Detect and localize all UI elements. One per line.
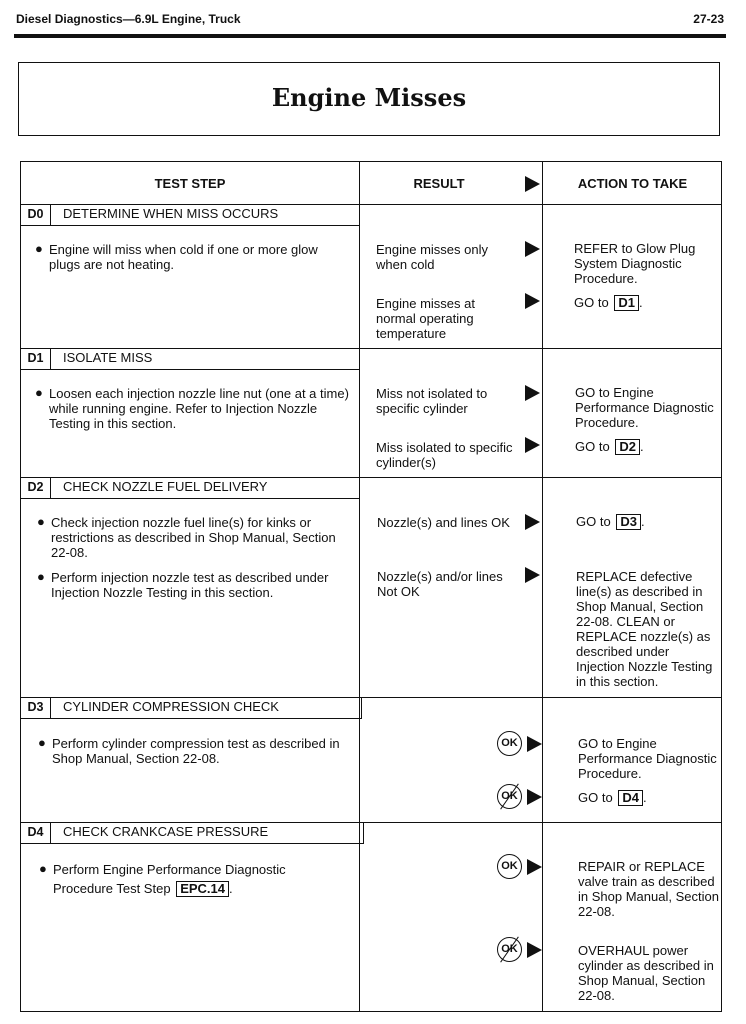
step-title: DETERMINE WHEN MISS OCCURS	[63, 206, 279, 221]
step-code: D0	[21, 204, 51, 225]
result-text: Miss isolated to specific cylinder(s)	[376, 440, 513, 470]
step-code: D1	[21, 348, 51, 369]
step-instruction: ● Perform injection nozzle test as described under Injection Nozzle Testing in this section.	[37, 569, 329, 600]
action-text: GO to D3 .	[576, 514, 645, 529]
column-header-action: ACTION TO TAKE	[577, 176, 688, 191]
step-instruction: ● Loosen each injection nozzle line nut (one at a time) while running engine. Refer to Injection Nozzle Testing in this section.	[35, 385, 349, 431]
ok-icon: OK	[497, 731, 522, 756]
step-reference: D2	[615, 439, 640, 455]
arrow-icon	[527, 789, 542, 805]
step-header-d3	[21, 697, 362, 719]
arrow-icon	[525, 514, 540, 530]
result-text: Nozzle(s) and lines OK	[377, 515, 510, 530]
action-text: GO to Engine Performance Diagnostic Procedure.	[578, 736, 717, 781]
step-reference: EPC.14	[176, 881, 229, 897]
not-ok-icon: OK	[497, 784, 522, 809]
step-reference: D1	[614, 295, 639, 311]
action-text: REPAIR or REPLACE valve train as described in Shop Manual, Section 22-08.	[578, 859, 719, 919]
bullet-icon: ●	[37, 569, 45, 584]
action-text: GO to D2 .	[575, 439, 644, 454]
arrow-icon	[525, 437, 540, 453]
step-code: D2	[21, 477, 51, 498]
step-instruction: ● Engine will miss when cold if one or more glow plugs are not heating.	[35, 241, 318, 272]
step-instruction: ● Perform cylinder compression test as described in Shop Manual, Section 22-08.	[38, 735, 340, 766]
arrow-icon	[525, 176, 540, 192]
action-text: GO to D4 .	[578, 790, 647, 805]
bullet-icon: ●	[39, 861, 47, 876]
bullet-icon: ●	[38, 735, 46, 750]
ok-icon: OK	[497, 854, 522, 879]
column-divider-result	[359, 162, 360, 1011]
arrow-icon	[525, 567, 540, 583]
step-reference: D3	[616, 514, 641, 530]
page-title: Engine Misses	[271, 83, 467, 112]
step-instruction: ● Perform Engine Performance Diagnostic Procedure Test Step EPC.14 .	[39, 861, 286, 896]
action-text: OVERHAUL power cylinder as described in Shop Manual, Section 22-08.	[578, 943, 714, 1003]
arrow-icon	[525, 293, 540, 309]
action-text: GO to D1 .	[574, 295, 643, 310]
step-header-d4	[21, 822, 364, 844]
column-divider-action	[542, 162, 543, 1011]
step-title: ISOLATE MISS	[63, 350, 153, 365]
arrow-icon	[527, 942, 542, 958]
bullet-icon: ●	[35, 241, 43, 256]
column-header-test-step: TEST STEP	[154, 176, 226, 191]
action-text: GO to Engine Performance Diagnostic Procedure.	[575, 385, 714, 430]
step-header-d2	[21, 477, 360, 499]
header-page-number: 27-23	[693, 12, 724, 26]
arrow-icon	[527, 859, 542, 875]
action-text: REFER to Glow Plug System Diagnostic Procedure.	[574, 241, 696, 286]
bullet-icon: ●	[35, 385, 43, 400]
step-instruction: ● Check injection nozzle fuel line(s) for kinks or restrictions as described in Shop Manual, Section 22-08.	[37, 514, 336, 560]
bullet-icon: ●	[37, 514, 45, 529]
not-ok-icon: OK	[497, 937, 522, 962]
header-section-title: Diesel Diagnostics—6.9L Engine, Truck	[16, 12, 241, 26]
title-box	[18, 62, 720, 136]
column-header-result: RESULT	[413, 176, 465, 191]
result-text: Engine misses at normal operating temperature	[376, 296, 475, 341]
result-text: Engine misses only when cold	[376, 242, 488, 272]
arrow-icon	[525, 385, 540, 401]
result-text: Nozzle(s) and/or lines Not OK	[377, 569, 503, 599]
result-text: Miss not isolated to specific cylinder	[376, 386, 488, 416]
arrow-icon	[525, 241, 540, 257]
step-code: D3	[21, 697, 51, 718]
page-header	[14, 10, 726, 38]
diagnostic-table	[20, 161, 722, 1012]
arrow-icon	[527, 736, 542, 752]
step-header-d1	[21, 348, 360, 370]
step-title: CHECK CRANKCASE PRESSURE	[63, 824, 269, 839]
step-title: CYLINDER COMPRESSION CHECK	[63, 699, 279, 714]
action-text: REPLACE defective line(s) as described in Shop Manual, Section 22-08. CLEAN or REPLACE nozzle(s) as described under Injection Nozzle Testing in this section.	[576, 569, 713, 689]
step-code: D4	[21, 822, 51, 843]
step-reference: D4	[618, 790, 643, 806]
step-title: CHECK NOZZLE FUEL DELIVERY	[63, 479, 268, 494]
step-header-d0	[21, 204, 360, 226]
